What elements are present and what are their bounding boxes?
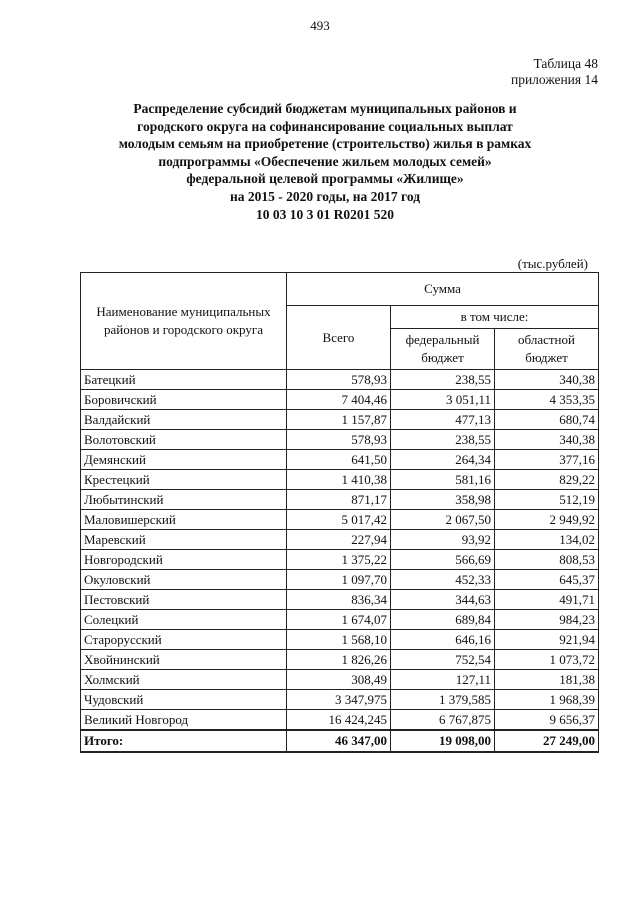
cell-regional: 808,53	[495, 550, 599, 570]
cell-district-name: Маревский	[81, 530, 287, 550]
table-number: Таблица 48	[533, 56, 598, 71]
cell-district-name: Великий Новгород	[81, 710, 287, 731]
cell-total: 5 017,42	[287, 510, 391, 530]
cell-regional: 921,94	[495, 630, 599, 650]
cell-regional: 377,16	[495, 450, 599, 470]
title-line: подпрограммы «Обеспечение жильем молодых семей»	[158, 153, 492, 169]
table-row	[81, 610, 599, 630]
cell-total: 3 347,975	[287, 690, 391, 710]
table-row	[81, 690, 599, 710]
cell-total: 1 097,70	[287, 570, 391, 590]
table-row	[81, 410, 599, 430]
units-label: (тыс.рублей)	[517, 256, 588, 271]
cell-district-name: Холмский	[81, 670, 287, 690]
subsidy-table	[80, 272, 599, 753]
cell-federal: 477,13	[391, 410, 495, 430]
cell-district-name: Новгородский	[81, 550, 287, 570]
title-line: на 2015 - 2020 годы, на 2017 год	[229, 188, 421, 204]
cell-district-name: Боровичский	[81, 390, 287, 410]
cell-district-name: Маловишерский	[81, 510, 287, 530]
cell-regional: 680,74	[495, 410, 599, 430]
cell-district-name: Любытинский	[81, 490, 287, 510]
table-row	[81, 470, 599, 490]
table-row	[81, 570, 599, 590]
cell-federal: 452,33	[391, 570, 495, 590]
cell-federal: 6 767,875	[391, 710, 495, 731]
title-line: Распределение субсидий бюджетам муниципальных районов и	[133, 101, 517, 116]
cell-total: 641,50	[287, 450, 391, 470]
cell-federal: 646,16	[391, 630, 495, 650]
cell-district-name: Чудовский	[81, 690, 287, 710]
table-row	[81, 450, 599, 470]
cell-total: 16 424,245	[287, 710, 391, 731]
cell-district-name: Итого:	[81, 730, 287, 752]
cell-district-name: Батецкий	[81, 370, 287, 390]
cell-federal: 264,34	[391, 450, 495, 470]
cell-district-name: Солецкий	[81, 610, 287, 630]
table-body	[81, 370, 599, 753]
cell-total: 1 410,38	[287, 470, 391, 490]
cell-regional: 2 949,92	[495, 510, 599, 530]
cell-federal: 127,11	[391, 670, 495, 690]
page-number: 493	[310, 18, 330, 33]
cell-regional: 645,37	[495, 570, 599, 590]
cell-total: 578,93	[287, 370, 391, 390]
title-line: федеральной целевой программы «Жилище»	[186, 171, 464, 187]
header-federal: федеральный бюджет	[391, 329, 495, 370]
cell-federal: 238,55	[391, 370, 495, 390]
table-row	[81, 370, 599, 390]
table-row	[81, 490, 599, 510]
cell-district-name: Демянский	[81, 450, 287, 470]
cell-total: 227,94	[287, 530, 391, 550]
cell-federal: 19 098,00	[391, 730, 495, 752]
cell-total: 1 157,87	[287, 410, 391, 430]
cell-federal: 344,63	[391, 590, 495, 610]
header-name: Наименование муниципальных районов и городского округа	[81, 273, 287, 370]
cell-regional: 340,38	[495, 430, 599, 450]
document-title	[90, 100, 560, 223]
table-row	[81, 550, 599, 570]
cell-federal: 566,69	[391, 550, 495, 570]
table-row	[81, 710, 599, 731]
table-row	[81, 510, 599, 530]
header-including: в том числе:	[391, 306, 599, 329]
cell-total: 1 375,22	[287, 550, 391, 570]
cell-district-name: Волотовский	[81, 430, 287, 450]
cell-total: 578,93	[287, 430, 391, 450]
cell-total: 871,17	[287, 490, 391, 510]
cell-regional: 134,02	[495, 530, 599, 550]
table-row	[81, 430, 599, 450]
cell-regional: 491,71	[495, 590, 599, 610]
cell-federal: 358,98	[391, 490, 495, 510]
title-line: городского округа на софинансирование социальных выплат	[137, 118, 513, 134]
cell-regional: 9 656,37	[495, 710, 599, 731]
title-line: молодым семьям на приобретение (строительство) жилья в рамках	[118, 136, 532, 152]
cell-total: 308,49	[287, 670, 391, 690]
cell-total: 836,34	[287, 590, 391, 610]
cell-federal: 581,16	[391, 470, 495, 490]
header-sum: Сумма	[287, 273, 599, 306]
table-row	[81, 590, 599, 610]
cell-regional: 4 353,35	[495, 390, 599, 410]
cell-district-name: Валдайский	[81, 410, 287, 430]
cell-federal: 689,84	[391, 610, 495, 630]
total-row	[81, 730, 599, 752]
table-reference	[511, 56, 598, 88]
header-total: Всего	[287, 306, 391, 370]
cell-regional: 27 249,00	[495, 730, 599, 752]
cell-regional: 1 073,72	[495, 650, 599, 670]
cell-total: 1 826,26	[287, 650, 391, 670]
cell-district-name: Хвойнинский	[81, 650, 287, 670]
cell-regional: 340,38	[495, 370, 599, 390]
cell-total: 7 404,46	[287, 390, 391, 410]
cell-regional: 512,19	[495, 490, 599, 510]
header-regional: областной бюджет	[495, 329, 599, 370]
table-row	[81, 530, 599, 550]
cell-federal: 3 051,11	[391, 390, 495, 410]
cell-federal: 93,92	[391, 530, 495, 550]
cell-total: 1 568,10	[287, 630, 391, 650]
table-row	[81, 630, 599, 650]
cell-regional: 829,22	[495, 470, 599, 490]
cell-federal: 1 379,585	[391, 690, 495, 710]
appendix-number: приложения 14	[510, 72, 598, 87]
cell-regional: 1 968,39	[495, 690, 599, 710]
cell-regional: 984,23	[495, 610, 599, 630]
table-row	[81, 650, 599, 670]
cell-district-name: Пестовский	[81, 590, 287, 610]
table-row	[81, 390, 599, 410]
cell-total: 46 347,00	[287, 730, 391, 752]
cell-regional: 181,38	[495, 670, 599, 690]
cell-total: 1 674,07	[287, 610, 391, 630]
cell-district-name: Старорусский	[81, 630, 287, 650]
cell-district-name: Окуловский	[81, 570, 287, 590]
cell-district-name: Крестецкий	[81, 470, 287, 490]
title-line: 10 03 10 3 01 R0201 520	[256, 206, 394, 222]
cell-federal: 752,54	[391, 650, 495, 670]
cell-federal: 238,55	[391, 430, 495, 450]
table-row	[81, 670, 599, 690]
cell-federal: 2 067,50	[391, 510, 495, 530]
